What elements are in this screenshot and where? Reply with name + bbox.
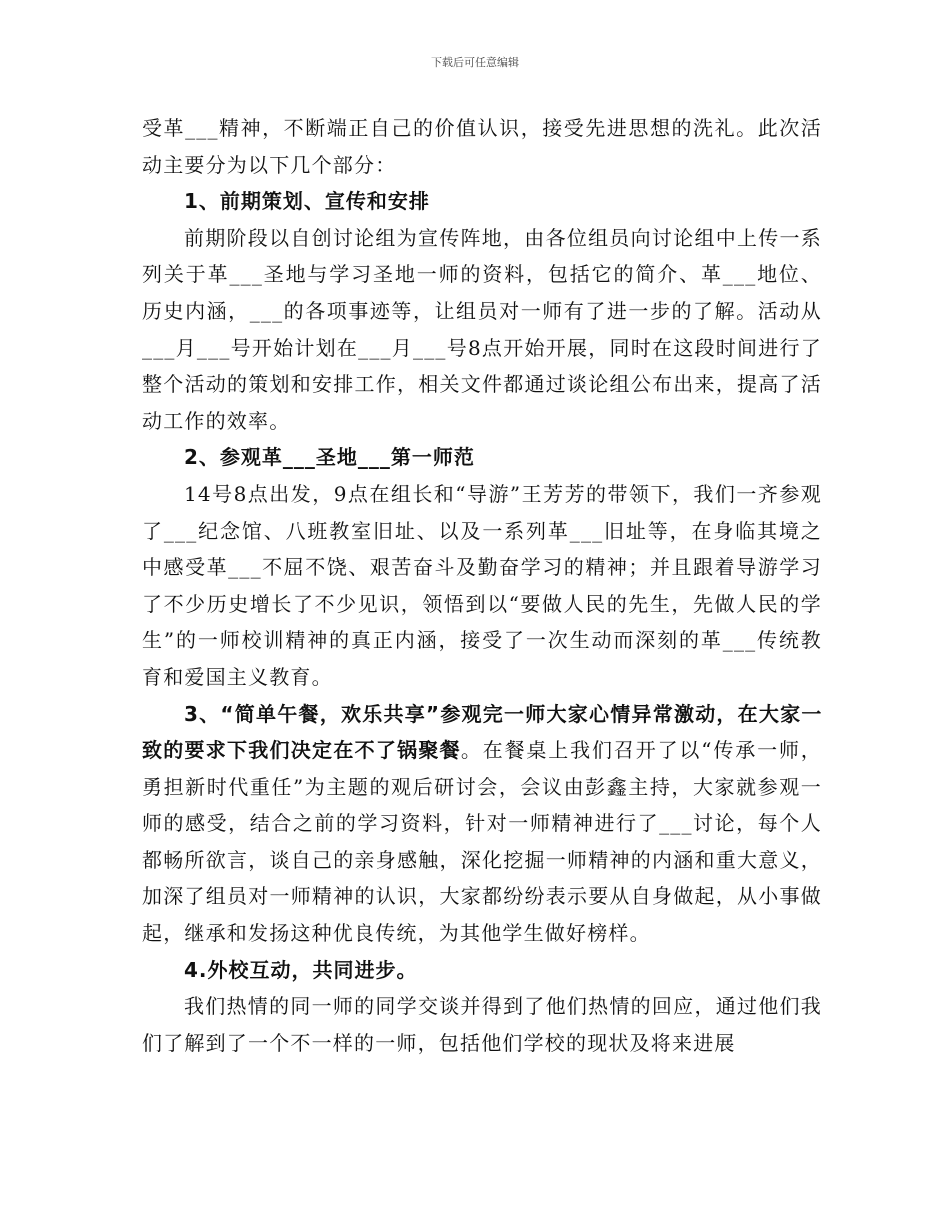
paragraph-intro: 受革___精神，不断端正自己的价值认识，接受先进思想的洗礼。此次活动主要分为以下几个部分： — [142, 116, 822, 177]
document-body — [142, 110, 822, 1061]
paragraph-section-1: 前期阶段以自创讨论组为宣传阵地，由各位组员向讨论组中上传一系列关于革___圣地与学习圣地一师的资料，包括它的简介、革___地位、历史内涵，___的各项事迹等，让组员对一师有了进一步的了解。活动从___月___号开始计划在___月___号8点开始开展，同时在这段时间进行了整个活动的策划和安排工作，相关文件都通过谈论组公布出来，提高了活动工作的效率。 — [142, 225, 822, 433]
heading-section-2: 2、参观革___圣地___第一师范 — [184, 445, 475, 470]
heading-section-4: 4.外校互动，共同进步。 — [184, 957, 418, 982]
page-header: 下载后可任意编辑 — [431, 56, 519, 69]
paragraph-section-3 — [142, 696, 822, 952]
paragraph-section-3-text: 。在餐桌上我们召开了以“传承一师，勇担新时代重任”为主题的观后研讨会，会议由彭鑫主持，大家就参观一师的感受，结合之前的学习资料，针对一师精神进行了___讨论，每个人都畅所欲言，谈自己的亲身感触，深化挖掘一师精神的内涵和重大意义，加深了组员对一师精神的认识，大家都纷纷表示要从自身做起，从小事做起，继承和发扬这种优良传统，为其他学生做好榜样。 — [142, 738, 822, 946]
paragraph-section-2: 14号8点出发，9点在组长和“导游”王芳芳的带领下，我们一齐参观了___纪念馆、八班教室旧址、以及一系列革___旧址等，在身临其境之中感受革___不屈不饶、艰苦奋斗及勤奋学习的精神；并且跟着导游学习了不少历史增长了不少见识，领悟到以“要做人民的先生，先做人民的学生”的一师校训精神的真正内涵，接受了一次生动而深刻的革___传统教育和爱国主义教育。 — [142, 481, 822, 689]
heading-section-3: 3、“简单午餐，欢乐共享”参观完一师大家心情异常激动，在大家一致的要求下我们决定在不了锅聚餐 — [142, 701, 822, 763]
paragraph-section-4: 我们热情的同一师的同学交谈并得到了他们热情的回应，通过他们我们了解到了一个不一样的一师，包括他们学校的现状及将来进展 — [142, 994, 822, 1055]
heading-section-1: 1、前期策划、宣传和安排 — [184, 189, 430, 214]
